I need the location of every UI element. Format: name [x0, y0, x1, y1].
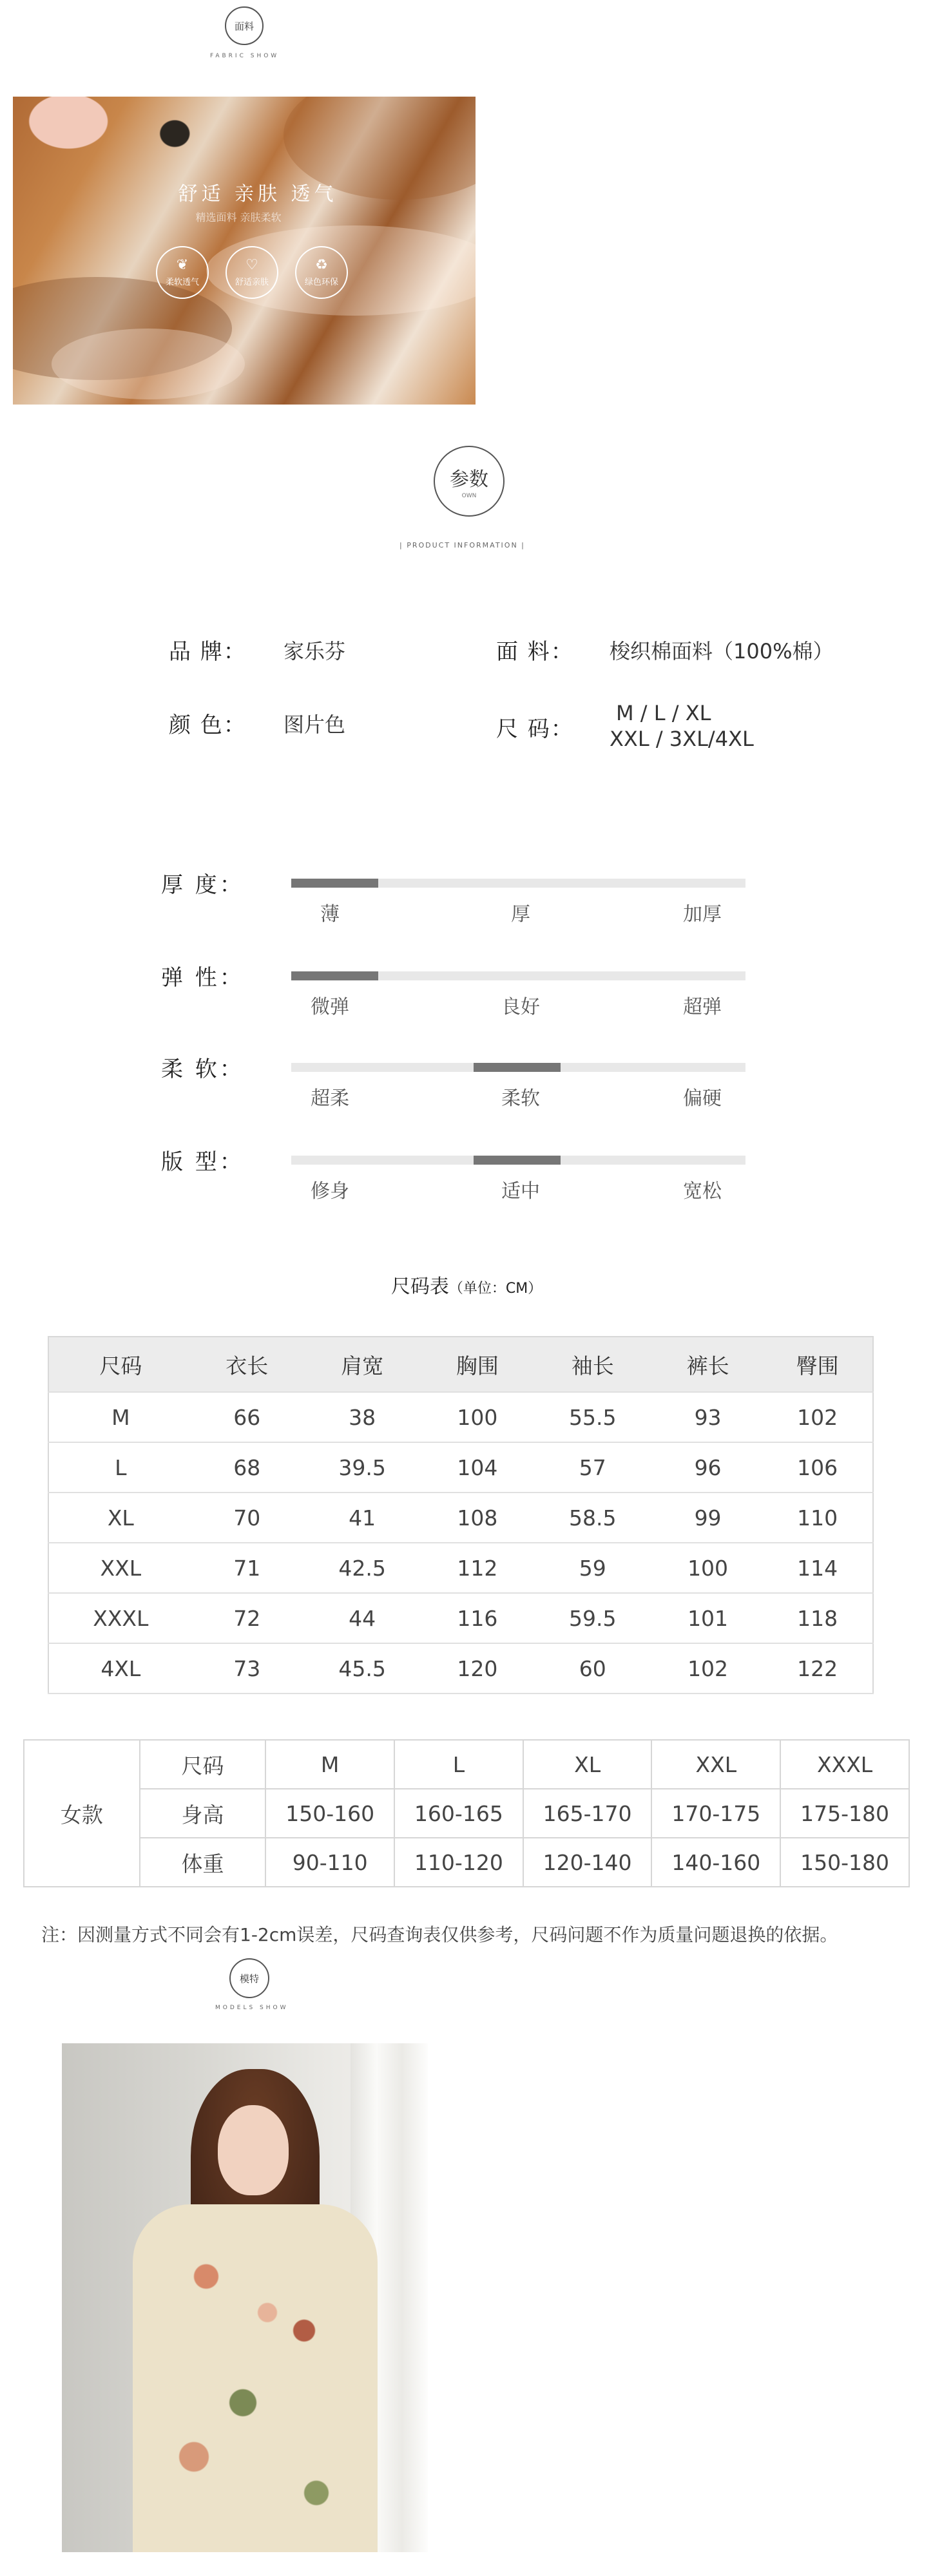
table-cell: 114	[762, 1543, 873, 1593]
table-row	[48, 1392, 873, 1442]
size-table-title-text: 尺码表	[390, 1275, 449, 1298]
table-cell: 60	[532, 1643, 653, 1693]
header-cell: 尺码	[48, 1337, 193, 1392]
color-value: 图片色	[284, 712, 346, 737]
fabric-icon-label: 柔软透气	[165, 277, 199, 287]
table-cell: 102	[653, 1643, 762, 1693]
scale-label: 修身	[311, 1180, 349, 1203]
women-size-table	[23, 1739, 910, 1887]
softness-label: 柔 软：	[161, 1056, 244, 1082]
scale-label: 适中	[501, 1180, 540, 1203]
fabric-icon-label: 绿色环保	[304, 277, 338, 287]
model-badge-subtitle: MODELS SHOW	[215, 2005, 289, 2011]
table-cell: 120	[423, 1643, 532, 1693]
table-cell: 44	[302, 1593, 423, 1643]
table-cell: 59.5	[532, 1593, 653, 1643]
scale-label: 柔软	[501, 1087, 540, 1110]
fabric-icon-label: 舒适亲肤	[235, 277, 269, 287]
fit-label: 版 型：	[161, 1149, 244, 1175]
table-cell: 41	[302, 1493, 423, 1543]
color-label: 颜 色：	[169, 712, 247, 738]
table-cell: 66	[193, 1392, 302, 1442]
params-badge-subtitle: | PRODUCT INFORMATION |	[399, 541, 525, 549]
table-cell: 118	[762, 1593, 873, 1643]
table-row	[24, 1789, 909, 1838]
table-cell: 42.5	[302, 1543, 423, 1593]
size-table-title	[0, 1270, 933, 1299]
table-cell: 101	[653, 1593, 762, 1643]
table-row	[48, 1643, 873, 1693]
model-face	[218, 2105, 289, 2195]
table-cell: 112	[423, 1543, 532, 1593]
fabric-label: 面 料：	[496, 639, 574, 665]
fabric-photo-subtitle: 精选面料 亲肤柔软	[195, 211, 282, 224]
table-cell: 120-140	[523, 1838, 652, 1887]
table-cell: 71	[193, 1543, 302, 1593]
table-cell: 72	[193, 1593, 302, 1643]
table-row	[48, 1593, 873, 1643]
header-cell: 袖长	[532, 1337, 653, 1392]
table-cell: M	[48, 1392, 193, 1442]
scale-label: 加厚	[683, 903, 722, 926]
table-cell: 73	[193, 1643, 302, 1693]
scale-label: 超弹	[683, 996, 722, 1018]
thickness-label: 厚 度：	[161, 872, 244, 898]
thickness-bar	[291, 879, 745, 888]
header-cell: 胸围	[423, 1337, 532, 1392]
model-photo	[62, 2043, 428, 2552]
table-cell: 90-110	[265, 1838, 394, 1887]
model-badge-label: 模特	[239, 1972, 259, 1985]
params-badge-small: OWN	[461, 493, 477, 499]
table-cell: XXXL	[48, 1593, 193, 1643]
skin-friendly-badge	[226, 246, 278, 299]
header-cell: 肩宽	[302, 1337, 423, 1392]
params-badge	[434, 446, 505, 517]
fabric-badge	[225, 6, 264, 45]
table-cell: 70	[193, 1493, 302, 1543]
table-cell: 106	[762, 1442, 873, 1493]
elasticity-bar	[291, 971, 745, 980]
table-cell: 59	[532, 1543, 653, 1593]
table-cell: 160-165	[394, 1789, 523, 1838]
thickness-indicator	[291, 879, 378, 888]
table-cell: 122	[762, 1643, 873, 1693]
table-cell: 55.5	[532, 1392, 653, 1442]
table-cell: M	[265, 1740, 394, 1789]
fabric-badge-subtitle: FABRIC SHOW	[210, 53, 280, 59]
table-row	[24, 1838, 909, 1887]
table-cell: 57	[532, 1442, 653, 1493]
table-cell: 110	[762, 1493, 873, 1543]
brand-value: 家乐芬	[284, 639, 346, 663]
table-cell: 110-120	[394, 1838, 523, 1887]
table-cell: 体重	[140, 1838, 266, 1887]
table-cell: 170-175	[651, 1789, 780, 1838]
table-cell: 100	[653, 1543, 762, 1593]
header-cell: 裤长	[653, 1337, 762, 1392]
fit-bar	[291, 1156, 745, 1165]
table-cell: XXL	[651, 1740, 780, 1789]
table-cell: 58.5	[532, 1493, 653, 1543]
softness-indicator	[474, 1063, 561, 1072]
recycle-icon: ♻	[315, 256, 328, 273]
table-cell: XXXL	[780, 1740, 909, 1789]
leaf-icon: ❦	[176, 256, 189, 273]
scale-label: 偏硬	[683, 1087, 722, 1110]
fabric-photo-title: 舒适 亲肤 透气	[178, 183, 338, 205]
women-group-label: 女款	[24, 1740, 140, 1887]
header-cell: 臀围	[762, 1337, 873, 1392]
table-cell: 93	[653, 1392, 762, 1442]
fabric-photo	[13, 97, 476, 405]
table-row	[48, 1543, 873, 1593]
scale-label: 良好	[501, 996, 540, 1018]
scale-label: 厚	[511, 903, 530, 926]
table-cell: 108	[423, 1493, 532, 1543]
table-cell: L	[48, 1442, 193, 1493]
scale-label: 超柔	[311, 1087, 349, 1110]
elasticity-indicator	[291, 971, 378, 980]
elasticity-label: 弹 性：	[161, 965, 244, 991]
heart-icon: ♡	[245, 256, 258, 273]
table-cell: 96	[653, 1442, 762, 1493]
size-value-line2: XXL / 3XL/4XL	[610, 727, 754, 751]
measurement-note: 注：因测量方式不同会有1-2cm误差，尺码查询表仅供参考，尺码问题不作为质量问题退换的依据。	[41, 1924, 838, 1945]
table-cell: L	[394, 1740, 523, 1789]
table-cell: 100	[423, 1392, 532, 1442]
table-cell: 175-180	[780, 1789, 909, 1838]
table-cell: 身高	[140, 1789, 266, 1838]
size-label: 尺 码：	[496, 716, 574, 742]
table-cell: 140-160	[651, 1838, 780, 1887]
table-cell: 尺码	[140, 1740, 266, 1789]
brand-label: 品 牌：	[169, 639, 247, 665]
table-cell: 102	[762, 1392, 873, 1442]
fabric-value: 梭织棉面料（100%棉）	[610, 639, 834, 663]
scale-label: 微弹	[311, 996, 349, 1018]
table-row	[24, 1740, 909, 1789]
table-cell: 68	[193, 1442, 302, 1493]
size-table-header-row	[48, 1337, 873, 1392]
table-cell: XXL	[48, 1543, 193, 1593]
fabric-badge-label: 面料	[234, 20, 254, 32]
table-cell: 116	[423, 1593, 532, 1643]
soft-breathable-badge	[156, 246, 209, 299]
size-table	[48, 1336, 874, 1694]
size-table-unit: （单位：CM）	[448, 1281, 543, 1297]
table-cell: XL	[48, 1493, 193, 1543]
table-cell: 104	[423, 1442, 532, 1493]
model-pajama	[133, 2204, 378, 2552]
table-cell: 38	[302, 1392, 423, 1442]
table-cell: 4XL	[48, 1643, 193, 1693]
table-row	[48, 1493, 873, 1543]
table-cell: 39.5	[302, 1442, 423, 1493]
table-cell: XL	[523, 1740, 652, 1789]
scale-label: 宽松	[683, 1180, 722, 1203]
size-value-line1: M / L / XL	[616, 701, 711, 725]
table-cell: 150-180	[780, 1838, 909, 1887]
table-cell: 99	[653, 1493, 762, 1543]
header-cell: 衣长	[193, 1337, 302, 1392]
table-row	[48, 1442, 873, 1493]
params-badge-label: 参数	[450, 468, 488, 491]
eco-friendly-badge	[295, 246, 348, 299]
table-cell: 150-160	[265, 1789, 394, 1838]
model-badge	[229, 1958, 269, 1998]
fit-indicator	[474, 1156, 561, 1165]
scale-label: 薄	[320, 903, 340, 926]
softness-bar	[291, 1063, 745, 1072]
table-cell: 165-170	[523, 1789, 652, 1838]
table-cell: 45.5	[302, 1643, 423, 1693]
